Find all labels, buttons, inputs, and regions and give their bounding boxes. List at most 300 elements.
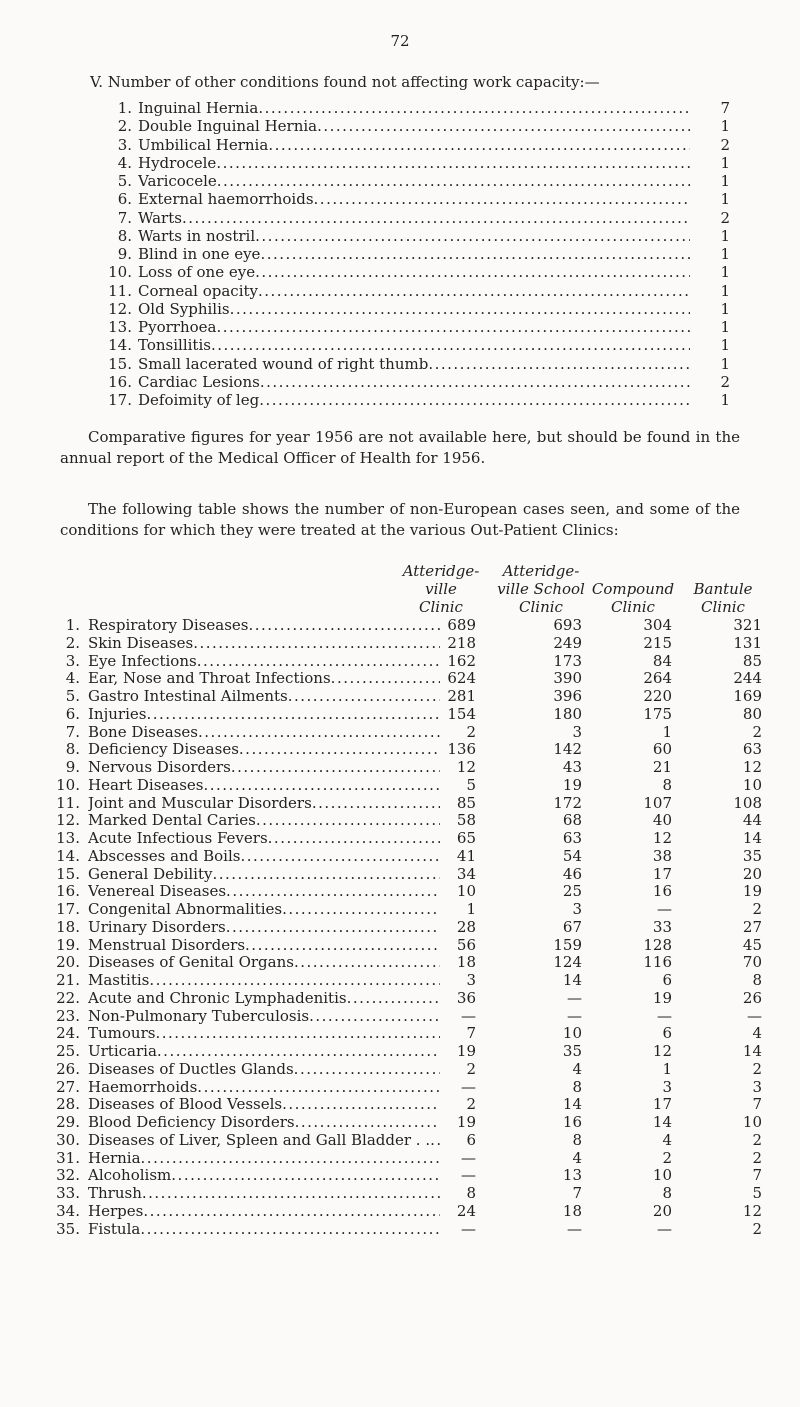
row-label-wrap — [88, 1008, 440, 1026]
column-header-line: Clinic — [611, 598, 655, 616]
leader-dots — [295, 1114, 440, 1132]
row-value: 321 — [733, 616, 762, 634]
leader-dots — [268, 136, 690, 154]
row-label: Blood Deficiency Disorders — [88, 1114, 295, 1131]
condition-number: 2. — [117, 117, 132, 136]
row-label-wrap — [88, 919, 440, 937]
row-value: 24 — [456, 1201, 476, 1220]
row-value: — — [567, 1006, 582, 1025]
leader-dots — [428, 355, 690, 373]
condition-number: 13. — [108, 318, 132, 336]
condition-label-wrap — [138, 190, 690, 208]
condition-count: 1 — [720, 281, 730, 300]
leader-dots — [255, 227, 690, 245]
row-number: 18. — [56, 917, 80, 936]
leader-dots — [314, 190, 690, 208]
leader-dots — [193, 635, 440, 653]
row-value: 80 — [742, 704, 762, 723]
row-number: 33. — [56, 1184, 80, 1202]
table-row — [40, 635, 760, 653]
row-label-wrap — [88, 1096, 440, 1114]
condition-label-wrap — [138, 391, 690, 409]
condition-label-wrap — [138, 282, 690, 300]
column-header-bantule — [668, 562, 778, 616]
row-value: 2 — [752, 722, 762, 741]
row-value: 14 — [742, 829, 762, 847]
row-value: 159 — [553, 935, 582, 954]
row-label-wrap — [88, 866, 440, 884]
condition-row — [96, 263, 730, 281]
row-label-wrap — [88, 1079, 440, 1097]
row-label-wrap — [88, 1061, 440, 1079]
row-label: Thrush — [88, 1185, 142, 1202]
condition-label-wrap — [138, 300, 690, 318]
row-value: 18 — [456, 953, 476, 972]
row-label: Nervous Disorders — [88, 759, 231, 776]
condition-label: Cardiac Lesions — [138, 372, 260, 391]
row-number: 1. — [65, 616, 80, 634]
row-value: 3 — [572, 900, 582, 918]
row-label-wrap — [88, 670, 440, 688]
row-value: — — [657, 900, 672, 918]
row-label: Mastitis — [88, 972, 150, 989]
leader-dots — [142, 1185, 440, 1203]
condition-label: Umbilical Hernia — [138, 135, 269, 154]
condition-label: Varicocele — [138, 172, 217, 190]
row-value: 107 — [643, 793, 672, 812]
table-row — [40, 990, 760, 1008]
column-header-atteridgeville — [386, 562, 496, 616]
condition-label: Inguinal Hernia — [138, 99, 259, 117]
condition-number: 1. — [117, 99, 132, 117]
row-value: 8 — [572, 1130, 582, 1149]
leader-dots — [256, 812, 440, 830]
row-label: Acute Infectious Fevers — [88, 830, 268, 847]
row-value: 34 — [456, 864, 476, 883]
row-label: Non-Pulmonary Tuberculosis — [88, 1007, 310, 1025]
condition-count: 1 — [720, 391, 730, 409]
row-value: 19 — [652, 988, 672, 1007]
table-row — [40, 1203, 760, 1221]
row-label: Hernia — [88, 1149, 141, 1167]
row-value: 65 — [456, 829, 476, 847]
column-header-line: ville — [425, 580, 457, 598]
leader-dots — [317, 117, 690, 135]
row-value: 13 — [562, 1166, 582, 1185]
leader-dots — [157, 1043, 440, 1061]
row-label: Diseases of Blood Vessels — [88, 1096, 283, 1114]
leader-dots — [171, 1167, 440, 1185]
condition-label: Double Inguinal Hernia — [138, 117, 318, 136]
row-label-wrap — [88, 1167, 440, 1185]
row-value: 2 — [752, 1059, 762, 1078]
condition-count: 1 — [720, 318, 730, 336]
condition-label-wrap — [138, 154, 690, 172]
row-label-wrap — [88, 741, 440, 759]
leader-dots — [212, 866, 440, 884]
row-value: 142 — [553, 740, 582, 759]
row-label-wrap — [88, 990, 440, 1008]
condition-label-wrap — [138, 117, 690, 135]
condition-label-wrap — [138, 318, 690, 336]
leader-dots — [240, 848, 440, 866]
condition-row — [96, 391, 730, 409]
row-label: Herpes — [88, 1202, 144, 1220]
row-number: 15. — [56, 864, 80, 883]
row-label-wrap — [88, 937, 440, 955]
row-number: 4. — [65, 669, 80, 688]
row-label-wrap — [88, 759, 440, 777]
row-value: 2 — [752, 1130, 762, 1149]
row-label-wrap — [88, 706, 440, 724]
row-value: 12 — [652, 829, 672, 847]
row-value: 21 — [652, 758, 672, 776]
row-label: Diseases of Ductles Glands — [88, 1060, 294, 1078]
condition-label-wrap — [138, 227, 690, 245]
table-row — [40, 883, 760, 901]
condition-label: Old Syphilis — [138, 299, 230, 318]
row-label: Diseases of Liver, Spleen and Gall Bladder . . — [88, 1131, 431, 1149]
condition-row — [96, 355, 730, 373]
row-value: 60 — [652, 740, 672, 759]
row-number: 35. — [56, 1219, 80, 1238]
row-label-wrap — [88, 1150, 440, 1168]
row-value: 172 — [553, 793, 582, 812]
column-header-line: ville School — [497, 580, 585, 598]
row-value: 264 — [643, 669, 672, 688]
row-value: — — [567, 988, 582, 1007]
row-value: 396 — [553, 687, 582, 705]
leader-dots — [259, 391, 690, 409]
condition-count: 1 — [720, 245, 730, 263]
condition-count: 1 — [720, 153, 730, 172]
condition-count: 2 — [720, 208, 730, 227]
row-label: Urticaria — [88, 1043, 157, 1060]
row-label-wrap — [88, 724, 440, 742]
row-value: 2 — [662, 1148, 672, 1167]
condition-row — [96, 117, 730, 135]
row-value: 244 — [733, 669, 762, 688]
condition-label-wrap — [138, 336, 690, 354]
table-row — [40, 724, 760, 742]
row-value: — — [747, 1006, 762, 1025]
row-label: Injuries — [88, 705, 147, 723]
condition-number: 10. — [108, 263, 132, 282]
row-value: 2 — [752, 900, 762, 918]
row-value: 116 — [643, 953, 672, 972]
table-row — [40, 1025, 760, 1043]
row-label-wrap — [88, 795, 440, 813]
row-value: 18 — [562, 1201, 582, 1220]
row-value: 10 — [742, 775, 762, 794]
row-value: 4 — [572, 1148, 582, 1167]
row-number: 11. — [56, 793, 80, 812]
row-label-wrap — [88, 777, 440, 795]
row-value: 40 — [652, 811, 672, 830]
cases-table — [40, 617, 760, 1238]
row-label-wrap — [88, 972, 440, 990]
column-header-line: Clinic — [419, 598, 463, 616]
condition-label: Corneal opacity — [138, 281, 258, 300]
row-number: 30. — [56, 1130, 80, 1149]
table-row — [40, 972, 760, 990]
row-number: 16. — [56, 882, 80, 901]
leader-dots — [146, 706, 440, 724]
condition-count: 2 — [720, 372, 730, 391]
row-number: 8. — [65, 740, 80, 759]
paragraph-table-intro — [60, 499, 740, 541]
row-value: — — [461, 1219, 476, 1238]
row-value: 19 — [456, 1113, 476, 1131]
row-label: Ear, Nose and Throat Infections — [88, 670, 331, 688]
condition-row — [96, 190, 730, 208]
column-header-line: Atteridge- — [502, 562, 580, 580]
row-label-wrap — [88, 1025, 440, 1043]
row-value: 7 — [572, 1184, 582, 1202]
leader-dots — [197, 1079, 440, 1097]
condition-number: 8. — [117, 226, 132, 245]
row-value: 85 — [742, 651, 762, 670]
row-value: 1 — [662, 722, 672, 741]
table-row — [40, 1008, 760, 1026]
row-value: 12 — [742, 1201, 762, 1220]
row-value: 2 — [752, 1219, 762, 1238]
leader-dots — [260, 373, 690, 391]
row-number: 19. — [56, 935, 80, 954]
table-row — [40, 866, 760, 884]
row-number: 31. — [56, 1148, 80, 1167]
row-value: 304 — [643, 616, 672, 634]
row-label: Skin Diseases — [88, 634, 194, 652]
row-label-wrap — [88, 1132, 440, 1150]
table-row — [40, 1167, 760, 1185]
row-label: Marked Dental Caries — [88, 812, 256, 830]
row-value: 16 — [652, 882, 672, 901]
section-heading: V. Number of other conditions found not affecting work capacity:— — [90, 73, 600, 91]
row-value: 20 — [742, 864, 762, 883]
row-value: 162 — [447, 651, 476, 670]
row-value: 43 — [562, 758, 582, 776]
leader-dots — [288, 688, 440, 706]
row-value: 8 — [662, 1184, 672, 1202]
leader-dots — [216, 154, 690, 172]
row-label-wrap — [88, 617, 440, 635]
conditions-list — [96, 99, 730, 409]
condition-row — [96, 336, 730, 354]
row-value: — — [461, 1166, 476, 1185]
leader-dots — [258, 99, 690, 117]
row-value: — — [657, 1006, 672, 1025]
row-value: 131 — [733, 633, 762, 652]
condition-number: 3. — [117, 135, 132, 154]
row-number: 10. — [56, 775, 80, 794]
row-value: 20 — [652, 1201, 672, 1220]
row-label: Acute and Chronic Lymphadenitis — [88, 989, 347, 1007]
row-label: Bone Diseases — [88, 723, 198, 741]
condition-label-wrap — [138, 263, 690, 281]
row-label: Deficiency Diseases — [88, 741, 239, 759]
row-value: 41 — [456, 846, 476, 865]
row-value: 5 — [752, 1184, 762, 1202]
table-row — [40, 954, 760, 972]
leader-dots — [182, 209, 690, 227]
row-value: 220 — [643, 687, 672, 705]
table-row — [40, 1132, 760, 1150]
table-row — [40, 706, 760, 724]
row-label-wrap — [88, 1203, 440, 1221]
table-row — [40, 653, 760, 671]
column-header-line: Atteridge- — [402, 562, 480, 580]
row-value: 175 — [643, 704, 672, 723]
row-label-wrap — [88, 653, 440, 671]
row-value: 124 — [553, 953, 582, 972]
row-value: 6 — [466, 1130, 476, 1149]
row-value: 1 — [662, 1059, 672, 1078]
condition-row — [96, 245, 730, 263]
leader-dots — [294, 954, 440, 972]
table-row — [40, 919, 760, 937]
row-label: Eye Infections — [88, 652, 197, 670]
condition-label: Hydrocele — [138, 153, 217, 172]
row-value: 108 — [733, 793, 762, 812]
row-value: 10 — [652, 1166, 672, 1185]
table-row — [40, 670, 760, 688]
row-value: — — [461, 1148, 476, 1167]
row-label: Tumours — [88, 1025, 156, 1043]
row-number: 22. — [56, 988, 80, 1007]
row-value: 8 — [662, 775, 672, 794]
condition-label: Warts — [138, 208, 182, 227]
condition-row — [96, 227, 730, 245]
condition-label: Pyorrhoea — [138, 318, 217, 336]
row-label-wrap — [88, 1221, 440, 1239]
row-value: 10 — [742, 1113, 762, 1131]
condition-label: Small lacerated wound of right thumb — [138, 354, 429, 373]
condition-row — [96, 136, 730, 154]
condition-count: 7 — [720, 99, 730, 117]
row-label: Haemorrhoids — [88, 1078, 198, 1096]
row-value: 19 — [562, 775, 582, 794]
row-label: Respiratory Diseases — [88, 617, 249, 634]
condition-label: Defoimity of leg — [138, 391, 260, 409]
paragraph-table-intro-text: The following table shows the number of non-European cases seen, and some of the conditions for which they were treated at the various Out-Patient Clinics: — [60, 500, 740, 539]
row-value: 2 — [466, 1059, 476, 1078]
leader-dots — [231, 759, 440, 777]
row-label: Gastro Intestinal Ailments — [88, 688, 288, 705]
row-label-wrap — [88, 1185, 440, 1203]
leader-dots — [309, 1008, 440, 1026]
condition-label-wrap — [138, 136, 690, 154]
row-number: 12. — [56, 811, 80, 830]
row-value: 56 — [456, 935, 476, 954]
row-label-wrap — [88, 901, 440, 919]
row-label: Heart Diseases — [88, 776, 204, 794]
row-label: Diseases of Genital Organs — [88, 954, 294, 972]
row-label-wrap — [88, 830, 440, 848]
row-value: 249 — [553, 633, 582, 652]
table-row — [40, 1061, 760, 1079]
table-row — [40, 830, 760, 848]
condition-row — [96, 300, 730, 318]
row-value: 46 — [562, 864, 582, 883]
row-number: 3. — [65, 651, 80, 670]
row-label: Alcoholism — [88, 1167, 172, 1185]
leader-dots — [226, 919, 440, 937]
condition-row — [96, 99, 730, 117]
leader-dots — [198, 724, 440, 742]
table-row — [40, 901, 760, 919]
leader-dots — [211, 336, 690, 354]
condition-count: 1 — [720, 117, 730, 136]
table-row — [40, 1079, 760, 1097]
row-value: — — [461, 1077, 476, 1096]
condition-number: 4. — [117, 153, 132, 172]
row-value: 16 — [562, 1113, 582, 1131]
row-value: 44 — [742, 811, 762, 830]
column-header-line: Clinic — [519, 598, 563, 616]
row-label-wrap — [88, 883, 440, 901]
condition-number: 12. — [108, 299, 132, 318]
row-number: 32. — [56, 1166, 80, 1185]
row-value: 28 — [456, 917, 476, 936]
row-value: 215 — [643, 633, 672, 652]
condition-count: 1 — [720, 336, 730, 355]
row-value: 67 — [562, 917, 582, 936]
row-value: 26 — [742, 988, 762, 1007]
row-number: 24. — [56, 1024, 80, 1043]
leader-dots — [141, 1150, 440, 1168]
condition-number: 15. — [108, 354, 132, 373]
table-row — [40, 617, 760, 635]
row-value: 25 — [562, 882, 582, 901]
leader-dots — [260, 245, 690, 263]
leader-dots — [294, 1061, 440, 1079]
row-value: 8 — [466, 1184, 476, 1202]
table-row — [40, 759, 760, 777]
table-row — [40, 1096, 760, 1114]
row-number: 17. — [56, 900, 80, 918]
leader-dots — [226, 883, 440, 901]
row-value: 1 — [466, 900, 476, 918]
row-number: 13. — [56, 829, 80, 847]
row-value: 84 — [652, 651, 672, 670]
leader-dots — [230, 300, 690, 318]
row-value: 3 — [662, 1077, 672, 1096]
row-value: 35 — [562, 1042, 582, 1060]
row-number: 9. — [65, 758, 80, 776]
column-header-line: Clinic — [701, 598, 745, 616]
table-row — [40, 1150, 760, 1168]
table-row — [40, 777, 760, 795]
condition-row — [96, 373, 730, 391]
row-value: 4 — [662, 1130, 672, 1149]
row-value: 17 — [652, 864, 672, 883]
row-value: 10 — [456, 882, 476, 901]
row-value: 8 — [752, 971, 762, 989]
row-value: 58 — [456, 811, 476, 830]
row-number: 20. — [56, 953, 80, 972]
condition-label: Blind in one eye — [138, 245, 261, 263]
leader-dots — [282, 1096, 440, 1114]
condition-row — [96, 318, 730, 336]
condition-row — [96, 209, 730, 227]
row-number: 25. — [56, 1042, 80, 1060]
condition-number: 9. — [117, 245, 132, 263]
row-value: 14 — [742, 1042, 762, 1060]
condition-number: 16. — [108, 372, 132, 391]
leader-dots — [331, 670, 440, 688]
leader-dots — [312, 795, 440, 813]
